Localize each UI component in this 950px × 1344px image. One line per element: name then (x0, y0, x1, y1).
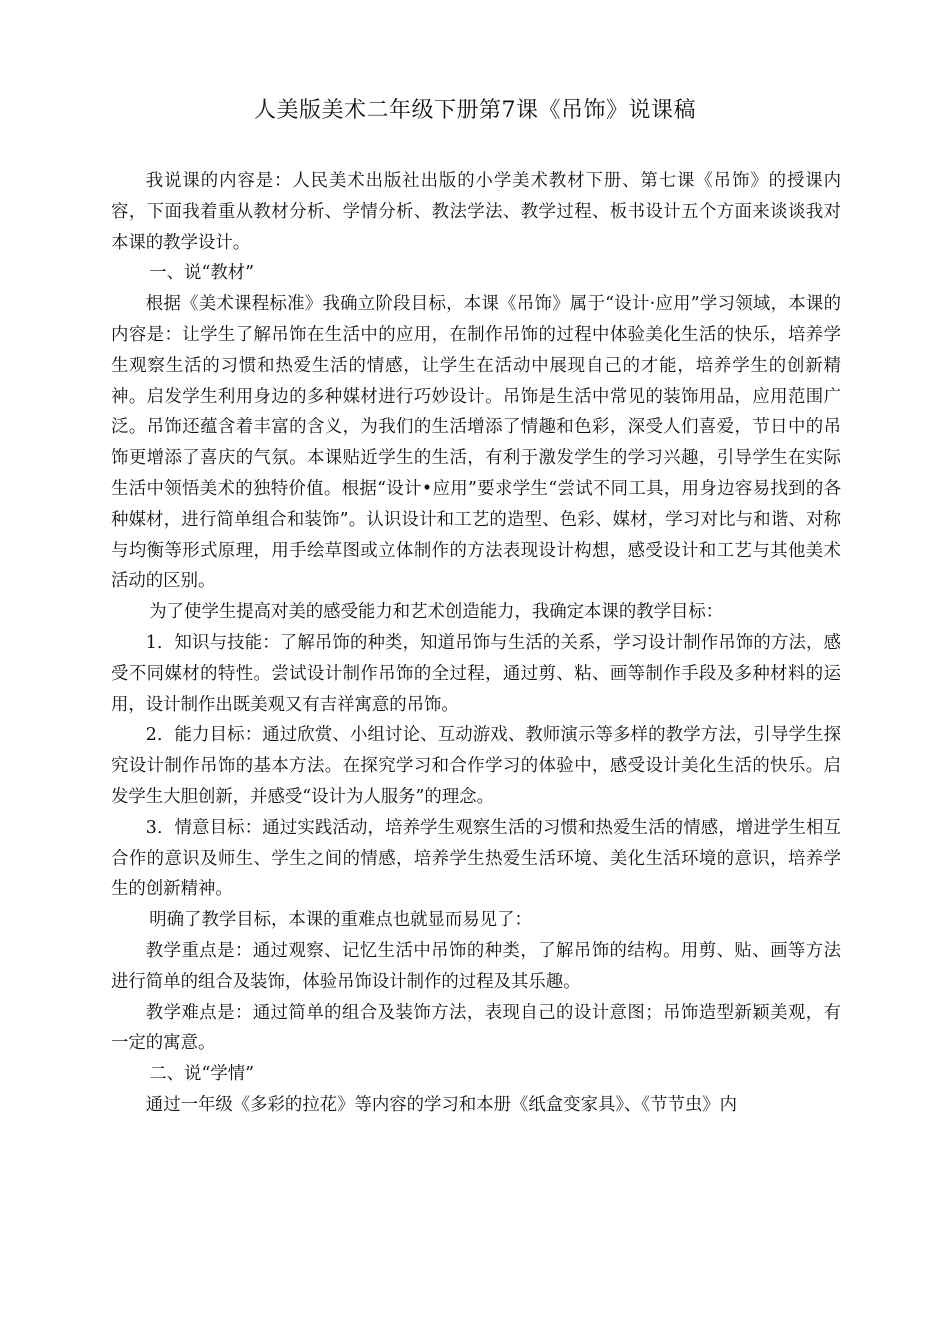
document-title: 人美版美术二年级下册第7课《吊饰》说课稿 (254, 98, 696, 123)
intro-paragraph: 我说课的内容是：人民美术出版社出版的小学美术教材下册、第七课《吊饰》的授课内容，下面我着重从教材分析、学情分析、教法学法、教学过程、板书设计五个方面来谈谈我对本课的教学设计。 (111, 171, 841, 253)
textbook-analysis-paragraph: 根据《美术课程标准》我确立阶段目标，本课《吊饰》属于“设计·应用”学习领域，本课的内容是：让学生了解吊饰在生活中的应用，在制作吊饰的过程中体验美化生活的快乐，培养学生观察生活的习惯和热爱生活的情感，让学生在活动中展现自己的才能，培养学生的创新精神。启发学生利用身边的多种媒材进行巧妙设计。吊饰是生活中常见的装饰用品，应用范围广泛。吊饰还蕴含着丰富的含义，为我们的生活增添了情趣和色彩，深受人们喜爱，节日中的吊饰更增添了喜庆的气氛。本课贴近学生的生活，有利于激发学生的学习兴趣，引导学生在实际生活中领悟美术的独特价值。根据“设计•应用”要求学生“尝试不同工具，用身边容易找到的各种媒材，进行简单组合和装饰”。认识设计和工艺的造型、色彩、媒材，学习对比与和谐、对称与均衡等形式原理，用手绘草图或立体制作的方法表现设计构想，感受设计和工艺与其他美术活动的区别。 (111, 294, 841, 592)
learner-analysis-paragraph: 通过一年级《多彩的拉花》等内容的学习和本册《纸盒变家具》、《节节虫》内 (145, 1094, 738, 1115)
objective-emotion-paragraph: 3．情意目标：通过实践活动，培养学生观察生活的习惯和热爱生活的情感，增进学生相互合作的意识及师生、学生之间的情感，培养学生热爱生活环境、美化生活环境的意识，培养学生的创新精神。 (111, 817, 841, 900)
teaching-focus-paragraph: 教学重点是：通过观察、记忆生活中吊饰的种类，了解吊饰的结构。用剪、贴、画等方法进行简单的组合及装饰，体验吊饰设计制作的过程及其乐趣。 (111, 940, 841, 992)
objective-ability-paragraph: 2．能力目标：通过欣赏、小组讨论、互动游戏、教师演示等多样的教学方法，引导学生探究设计制作吊饰的基本方法。在探究学习和合作学习的体验中，感受设计美化生活的快乐。启发学生大胆创新，并感受“设计为人服务”的理念。 (111, 725, 841, 807)
document-body (111, 166, 841, 1121)
teaching-difficulty-paragraph: 教学难点是：通过简单的组合及装饰方法，表现自己的设计意图；吊饰造型新颖美观，有一定的寓意。 (111, 1002, 841, 1054)
objective-knowledge-paragraph: 1．知识与技能：了解吊饰的种类，知道吊饰与生活的关系，学习设计制作吊饰的方法，感受不同媒材的特性。尝试设计制作吊饰的全过程，通过剪、粘、画等制作手段及多种材料的运用，设计制作出既美观又有吉祥寓意的吊饰。 (111, 632, 841, 715)
section-heading-textbook: 一、说“教材” (149, 263, 255, 284)
section-heading-learners: 二、说“学情” (149, 1064, 255, 1085)
objectives-intro-paragraph: 为了使学生提高对美的感受能力和艺术创造能力，我确定本课的教学目标： (149, 602, 724, 623)
key-points-intro-paragraph: 明确了教学目标，本课的重难点也就显而易见了： (149, 910, 532, 931)
